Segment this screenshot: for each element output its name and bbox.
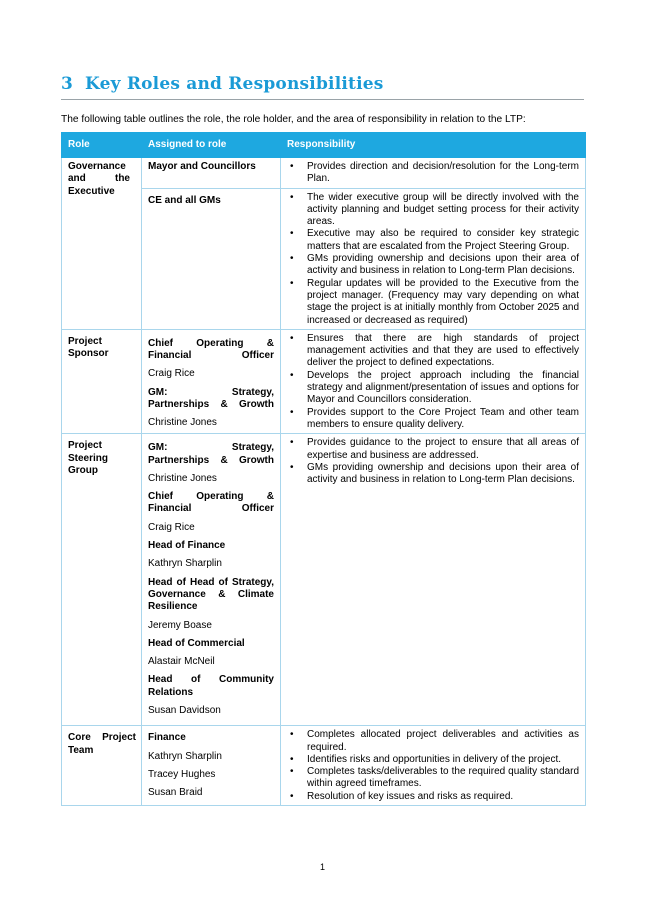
person-block bbox=[148, 540, 274, 571]
list-item: • Regular updates will be provided to the Executive from the project manager. (Frequency may vary depending on what stage the project is at initially monthly from October 2025 and increased or decreased as required) bbox=[287, 278, 579, 327]
person-title: GM: Strategy, Partnerships & Growth bbox=[148, 386, 274, 411]
assigned-cell bbox=[142, 726, 281, 806]
table-row bbox=[62, 158, 586, 189]
person-name: Christine Jones bbox=[148, 472, 217, 484]
header-assigned: Assigned to role bbox=[142, 133, 281, 158]
list-item: • GMs providing ownership and decisions upon their area of activity and business in relation to Long-term Plan decisions. bbox=[287, 253, 579, 278]
responsibility-cell bbox=[281, 329, 586, 433]
list-item: • Develops the project approach including the financial strategy and alignment/presentation of issues and options for Mayor and Councillors consideration. bbox=[287, 370, 579, 407]
person-title: GM: Strategy, Partnerships & Growth bbox=[148, 442, 274, 466]
person-block bbox=[148, 674, 274, 717]
person-block bbox=[148, 638, 274, 669]
list-item: • Completes allocated project deliverables and activities as required. bbox=[287, 729, 579, 754]
list-item: • The wider executive group will be directly involved with the activity planning and budget setting process for their activity areas. bbox=[287, 192, 579, 229]
role-governance: Governance and the Executive bbox=[62, 158, 142, 330]
section-heading bbox=[61, 74, 584, 100]
role-sponsor: Project Sponsor bbox=[62, 329, 142, 433]
section-number: 3 bbox=[61, 74, 74, 94]
list-item: • Ensures that there are high standards of project management activities and that they are used to effectively deliver the project to defined expectations. bbox=[287, 333, 579, 370]
list-item: • Provides direction and decision/resolution for the Long-term Plan. bbox=[287, 161, 579, 186]
assigned-cell bbox=[142, 434, 281, 726]
list-item: • Provides support to the Core Project Team and other team members to ensure quality delivery. bbox=[287, 407, 579, 432]
person-name: Craig Rice bbox=[148, 521, 195, 533]
list-item: • Executive may also be required to consider key strategic matters that are escalated from the Project Steering Group. bbox=[287, 228, 579, 253]
person-title: Head of Community Relations bbox=[148, 674, 274, 698]
person-name: Susan Davidson bbox=[148, 704, 221, 716]
person-block bbox=[148, 442, 274, 485]
person-block bbox=[148, 387, 274, 430]
table-row bbox=[62, 329, 586, 433]
assigned-cell bbox=[142, 188, 281, 329]
roles-table bbox=[61, 132, 586, 806]
list-item: • Identifies risks and opportunities in delivery of the project. bbox=[287, 754, 579, 766]
list-item: • Resolution of key issues and risks as required. bbox=[287, 791, 579, 803]
header-role: Role bbox=[62, 133, 142, 158]
person-name: Kathryn Sharplin bbox=[148, 558, 222, 570]
responsibility-cell bbox=[281, 158, 586, 189]
person-name: Kathryn Sharplin bbox=[148, 750, 222, 762]
table-row bbox=[62, 434, 586, 726]
section-title: Key Roles and Responsibilities bbox=[85, 74, 384, 94]
person-title: Head of Commercial bbox=[148, 637, 245, 649]
assigned-title: CE and all GMs bbox=[148, 194, 221, 206]
responsibility-list bbox=[287, 192, 579, 327]
responsibility-list bbox=[287, 437, 579, 486]
person-title: Chief Operating & Financial Officer bbox=[148, 491, 274, 515]
person-name: Susan Braid bbox=[148, 787, 203, 799]
responsibility-list bbox=[287, 161, 579, 186]
responsibility-cell bbox=[281, 188, 586, 329]
assigned-cell bbox=[142, 158, 281, 189]
assigned-title: Mayor and Councillors bbox=[148, 161, 256, 172]
responsibility-list bbox=[287, 729, 579, 803]
role-core: Core Project Team bbox=[62, 726, 142, 806]
list-item: • GMs providing ownership and decisions upon their area of activity and business in relation to Long-term Plan decisions. bbox=[287, 462, 579, 487]
person-block bbox=[148, 491, 274, 534]
person-title: Head of Finance bbox=[148, 540, 226, 552]
person-block bbox=[148, 577, 274, 632]
role-steering: Project Steering Group bbox=[62, 434, 142, 726]
responsibility-cell bbox=[281, 726, 586, 806]
responsibility-list bbox=[287, 333, 579, 431]
person-title: Chief Operating & Financial Officer bbox=[148, 337, 274, 362]
list-item: • Completes tasks/deliverables to the required quality standard within agreed timeframes. bbox=[287, 766, 579, 791]
person-title: Head of Head of Strategy, Governance & Climate Resilience bbox=[148, 576, 274, 613]
header-responsibility: Responsibility bbox=[281, 133, 586, 158]
person-name: Christine Jones bbox=[148, 417, 217, 429]
person-block bbox=[148, 338, 274, 381]
page-number: 1 bbox=[319, 862, 325, 872]
assigned-cell bbox=[142, 329, 281, 433]
person-name: Jeremy Boase bbox=[148, 619, 212, 631]
person-name: Craig Rice bbox=[148, 368, 195, 380]
table-row bbox=[62, 726, 586, 806]
intro-paragraph: The following table outlines the role, the role holder, and the area of responsibility in relation to the LTP: bbox=[61, 114, 526, 125]
person-name: Tracey Hughes bbox=[148, 768, 216, 780]
responsibility-cell bbox=[281, 434, 586, 726]
table-header-row bbox=[62, 133, 586, 158]
person-name: Alastair McNeil bbox=[148, 656, 215, 668]
list-item: • Provides guidance to the project to ensure that all areas of expertise and business are addressed. bbox=[287, 437, 579, 462]
person-title: Finance bbox=[148, 732, 186, 744]
